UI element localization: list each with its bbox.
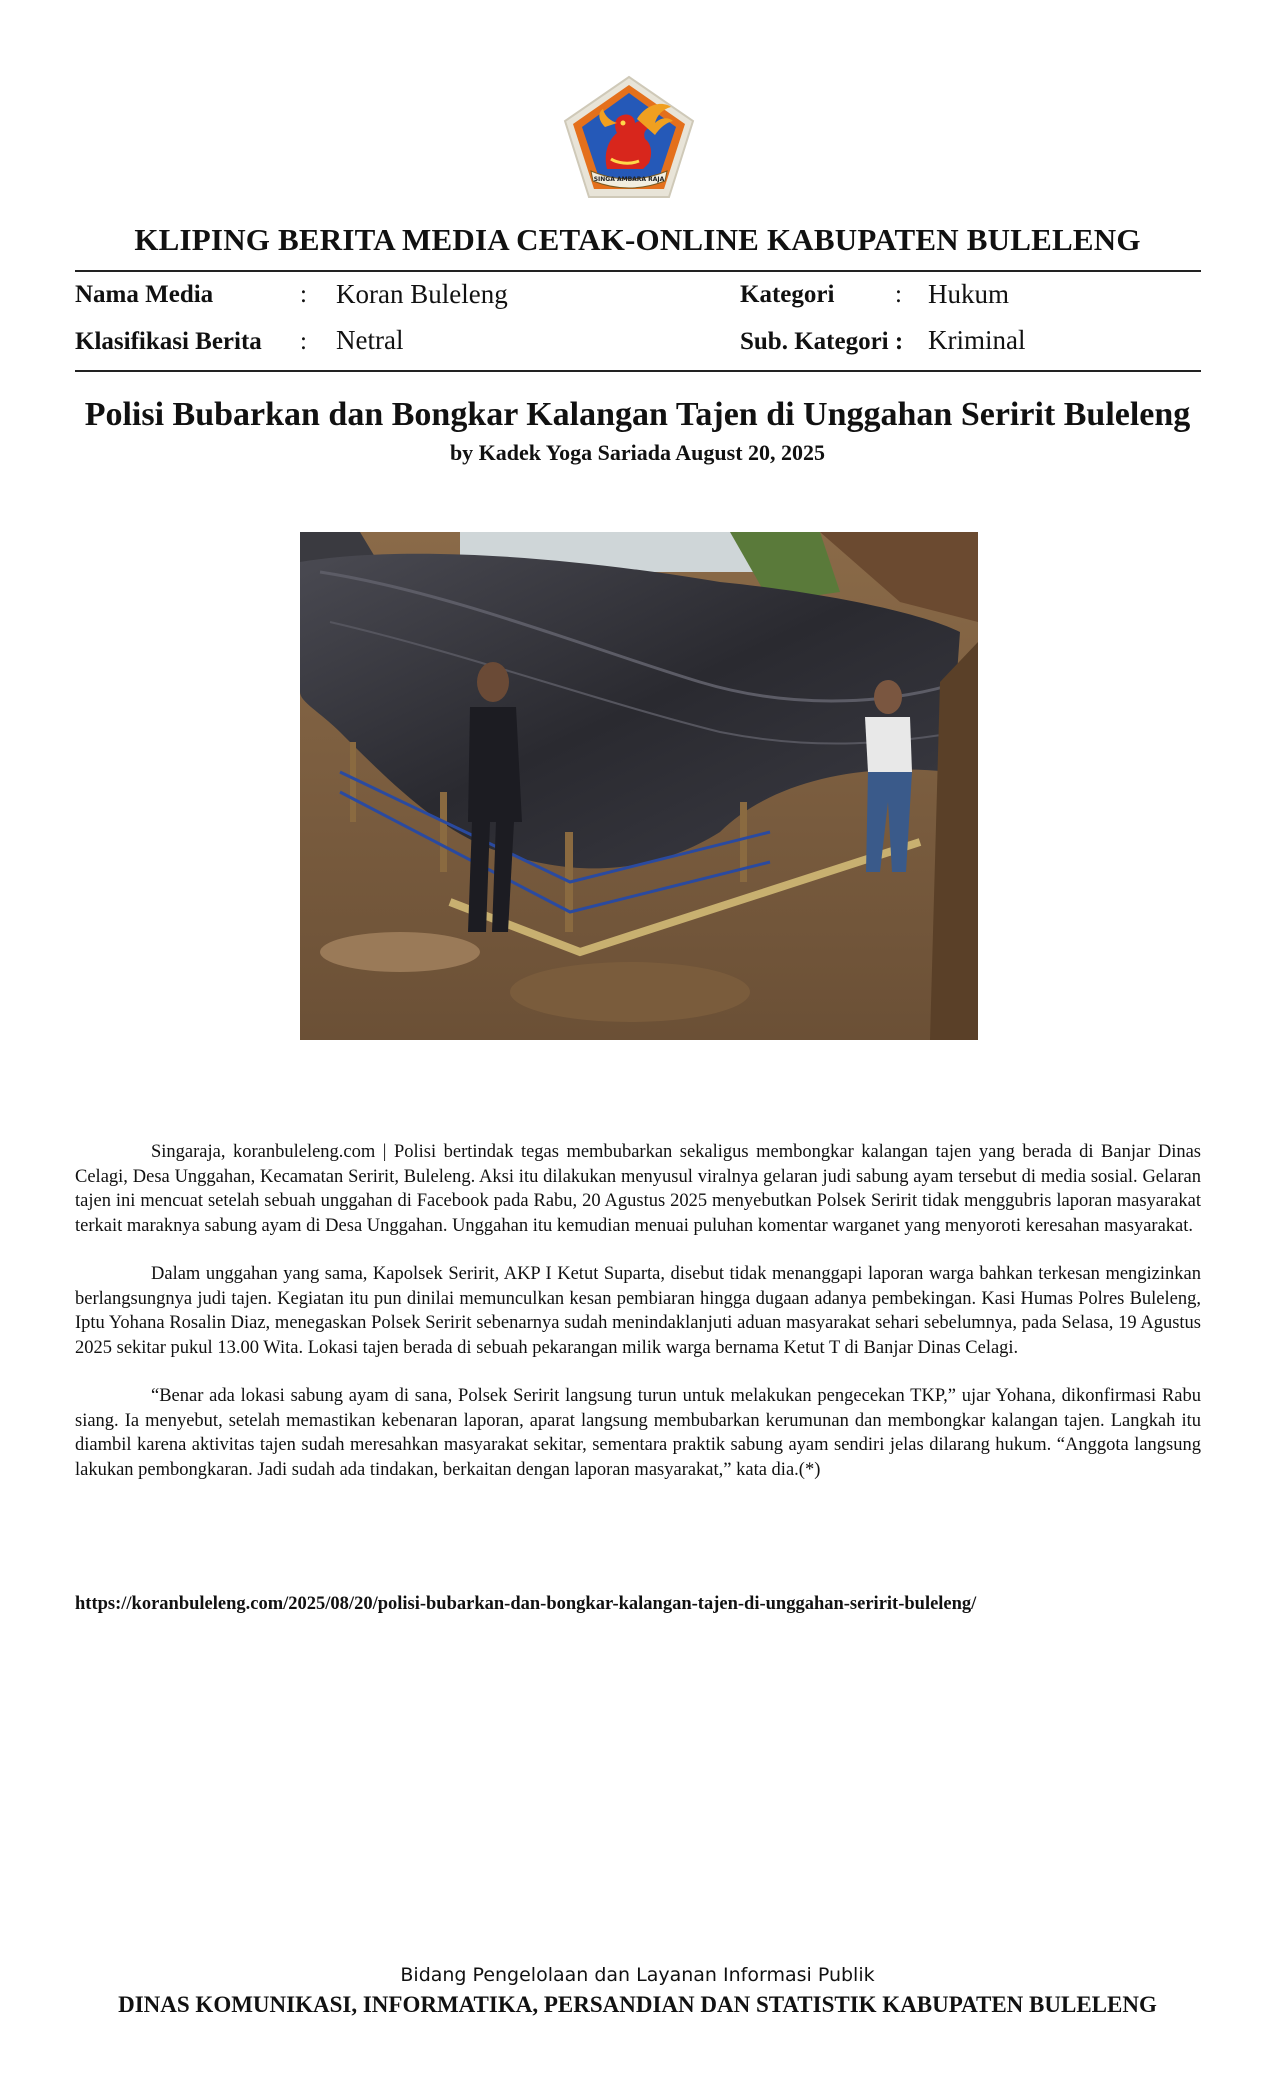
article-body [75,1140,1201,1506]
footer-agency: DINAS KOMUNIKASI, INFORMATIKA, PERSANDIAN DAN STATISTIK KABUPATEN BULELENG [118,1992,1157,2017]
classification-value: Netral [336,325,404,355]
media-name-value: Koran Buleleng [336,279,508,309]
article-headline: Polisi Bubarkan dan Bongkar Kalangan Tajen di Unggahan Seririt Buleleng [84,396,1191,433]
header-divider-bottom [75,370,1201,372]
article-byline: by Kadek Yoga Sariada August 20, 2025 [449,440,826,465]
footer-department: Bidang Pengelolaan dan Layanan Informasi Publik [400,1964,875,1986]
article-paragraph: “Benar ada lokasi sabung ayam di sana, Polsek Seririt langsung turun untuk melakukan pengecekan TKP,” ujar Yohana, dikonfirmasi Rabu siang. Ia menyebut, setelah memastikan kebenaran laporan, aparat langsung membubarkan kerumunan dan membongkar kalangan tajen. Langkah itu diambil karena aktivitas tajen sudah meresahkan masyarakat sekitar, sementara praktik sabung ayam sendiri jelas dilarang hukum. “Anggota langsung lakukan pembongkaran. Jadi sudah ada tindakan, berkaitan dengan laporan masyarakat,” kata dia.(*) [75,1386,1201,1480]
media-name-colon: : [300,281,307,308]
article-paragraph: Dalam unggahan yang sama, Kapolsek Seririt, AKP I Ketut Suparta, disebut tidak menanggapi laporan warga bahkan terkesan mengizinkan berlangsungnya judi tajen. Kegiatan itu pun dinilai memunculkan kesan pembiaran hingga dugaan adanya pembekingan. Kasi Humas Polres Buleleng, Iptu Yohana Rosalin Diaz, menegaskan Polsek Seririt sebenarnya sudah menindaklanjuti aduan masyarakat sehari sebelumnya, pada Selasa, 19 Agustus 2025 sekitar pukul 13.00 Wita. Lokasi tajen berada di sebuah pekarangan milik warga bernama Ketut T di Banjar Dinas Celagi. [75,1264,1201,1358]
category-colon: : [895,281,902,308]
classification-label: Klasifikasi Berita [75,328,262,355]
singa-ambara-raja-emblem-icon [559,73,699,201]
subcategory-value: Kriminal [928,325,1026,355]
category-label: Kategori [740,281,835,308]
emblem-motto: SINGA AMBARA RAJA [593,176,665,183]
category-value: Hukum [928,279,1009,309]
article-paragraph: Singaraja, koranbuleleng.com | Polisi bertindak tegas membubarkan sekaligus membongkar kalangan tajen yang berada di Banjar Dinas Celagi, Desa Unggahan, Kecamatan Seririt, Buleleng. Aksi itu dilakukan menyusul viralnya gelaran judi sabung ayam tersebut di media sosial. Gelaran tajen ini mencuat setelah sebuah unggahan di Facebook pada Rabu, 20 Agustus 2025 menyebutkan Polsek Seririt tidak menggubris laporan masyarakat terkait maraknya sabung ayam di Desa Unggahan. Unggahan itu kemudian menuai puluhan komentar warganet yang menyoroti keresahan masyarakat. [75,1142,1201,1236]
classification-colon: : [300,328,307,355]
regency-emblem-logo [559,73,699,201]
article-photo [300,532,978,1040]
header-divider-top [75,270,1201,272]
media-name-label: Nama Media [75,281,214,308]
article-source-link[interactable]: https://koranbuleleng.com/2025/08/20/polisi-bubarkan-dan-bongkar-kalangan-tajen-di-unggahan-seririt-buleleng/ [75,1594,977,1614]
subcategory-label: Sub. Kategori : [740,328,904,355]
page-title: KLIPING BERITA MEDIA CETAK-ONLINE KABUPATEN BULELENG [134,222,1141,257]
